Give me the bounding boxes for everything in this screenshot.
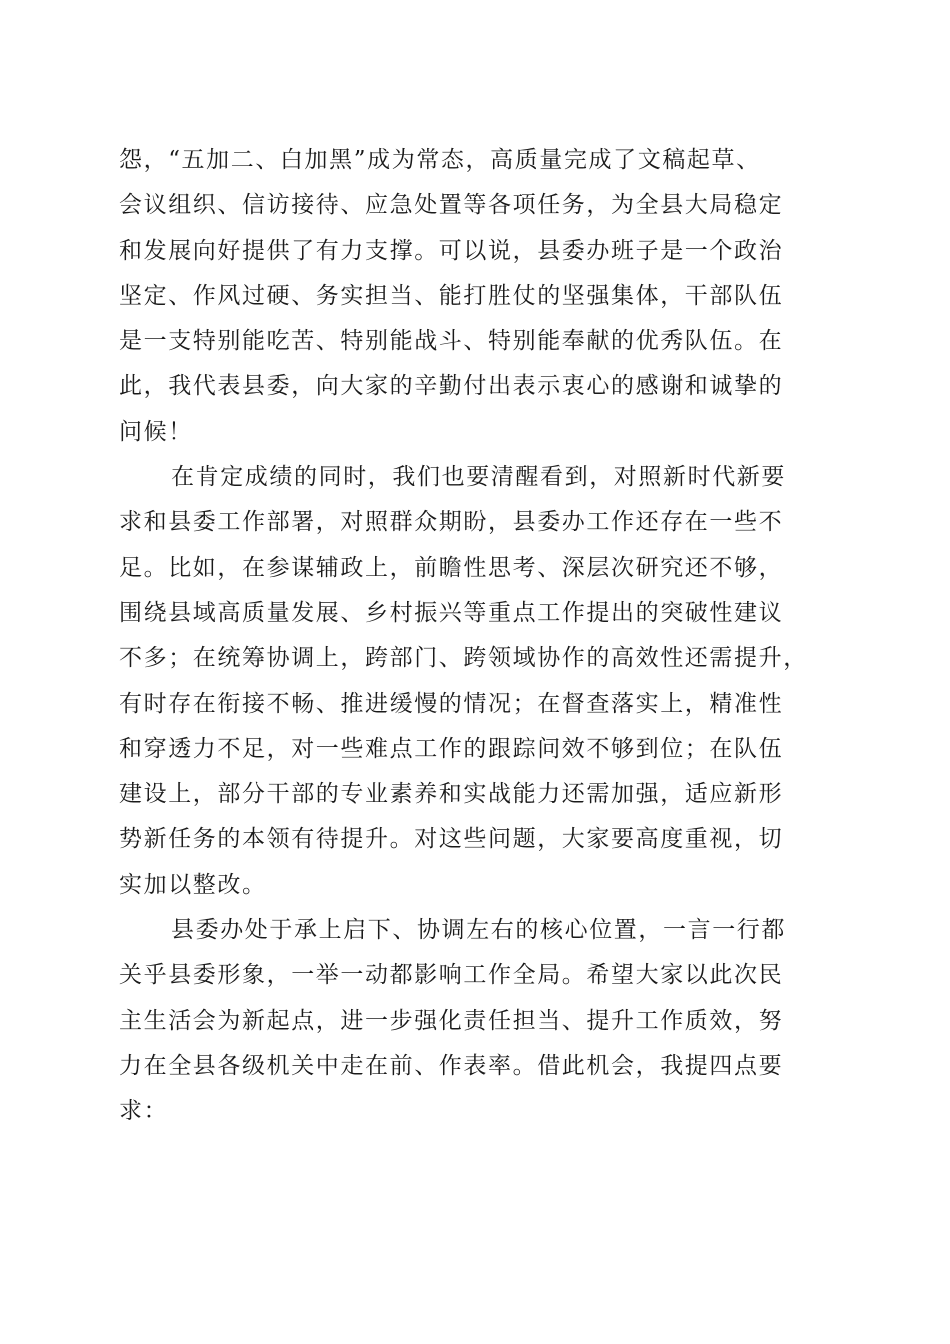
text-line: 会议组织、信访接待、应急处置等各项任务，为全县大局稳定 — [119, 192, 784, 219]
text-line: 不多；在统筹协调上，跨部门、跨领域协作的高效性还需提升， — [119, 645, 808, 672]
text-line: 实加以整改。 — [119, 871, 267, 898]
text-line: 此，我代表县委，向大家的辛勤付出表示衷心的感谢和诚挚的 — [119, 373, 784, 400]
text-line: 在肯定成绩的同时，我们也要清醒看到，对照新时代新要 — [171, 464, 786, 491]
text-line: 有时存在衔接不畅、推进缓慢的情况；在督查落实上，精准性 — [119, 690, 784, 717]
text-line: 求和县委工作部署，对照群众期盼，县委办工作还存在一些不 — [119, 509, 784, 536]
text-line: 力在全县各级机关中走在前、作表率。借此机会，我提四点要 — [119, 1052, 784, 1079]
text-line: 关乎县委形象，一举一动都影响工作全局。希望大家以此次民 — [119, 962, 784, 989]
document-body — [119, 138, 831, 1135]
text-line: 围绕县域高质量发展、乡村振兴等重点工作提出的突破性建议 — [119, 599, 784, 626]
text-line: 县委办处于承上启下、协调左右的核心位置，一言一行都 — [171, 917, 786, 944]
text-line: 主生活会为新起点，进一步强化责任担当、提升工作质效，努 — [119, 1007, 784, 1034]
paragraph-1 — [119, 138, 831, 455]
text-line: 建设上，部分干部的专业素养和实战能力还需加强，适应新形 — [119, 781, 784, 808]
paragraph-3 — [119, 908, 831, 1134]
text-line: 坚定、作风过硬、务实担当、能打胜仗的坚强集体，干部队伍 — [119, 282, 784, 309]
text-line: 和发展向好提供了有力支撑。可以说，县委办班子是一个政治 — [119, 237, 784, 264]
paragraph-2 — [119, 455, 831, 908]
text-line: 问候！ — [119, 418, 193, 445]
text-line: 足。比如，在参谋辅政上，前瞻性思考、深层次研究还不够， — [119, 554, 784, 581]
text-line: 和穿透力不足，对一些难点工作的跟踪问效不够到位；在队伍 — [119, 735, 784, 762]
text-line: 怨，“五加二、白加黑”成为常态，高质量完成了文稿起草、 — [119, 147, 761, 173]
text-line: 势新任务的本领有待提升。对这些问题，大家要高度重视，切 — [119, 826, 784, 853]
text-line: 求： — [119, 1098, 169, 1125]
text-line: 是一支特别能吃苦、特别能战斗、特别能奉献的优秀队伍。在 — [119, 328, 784, 355]
